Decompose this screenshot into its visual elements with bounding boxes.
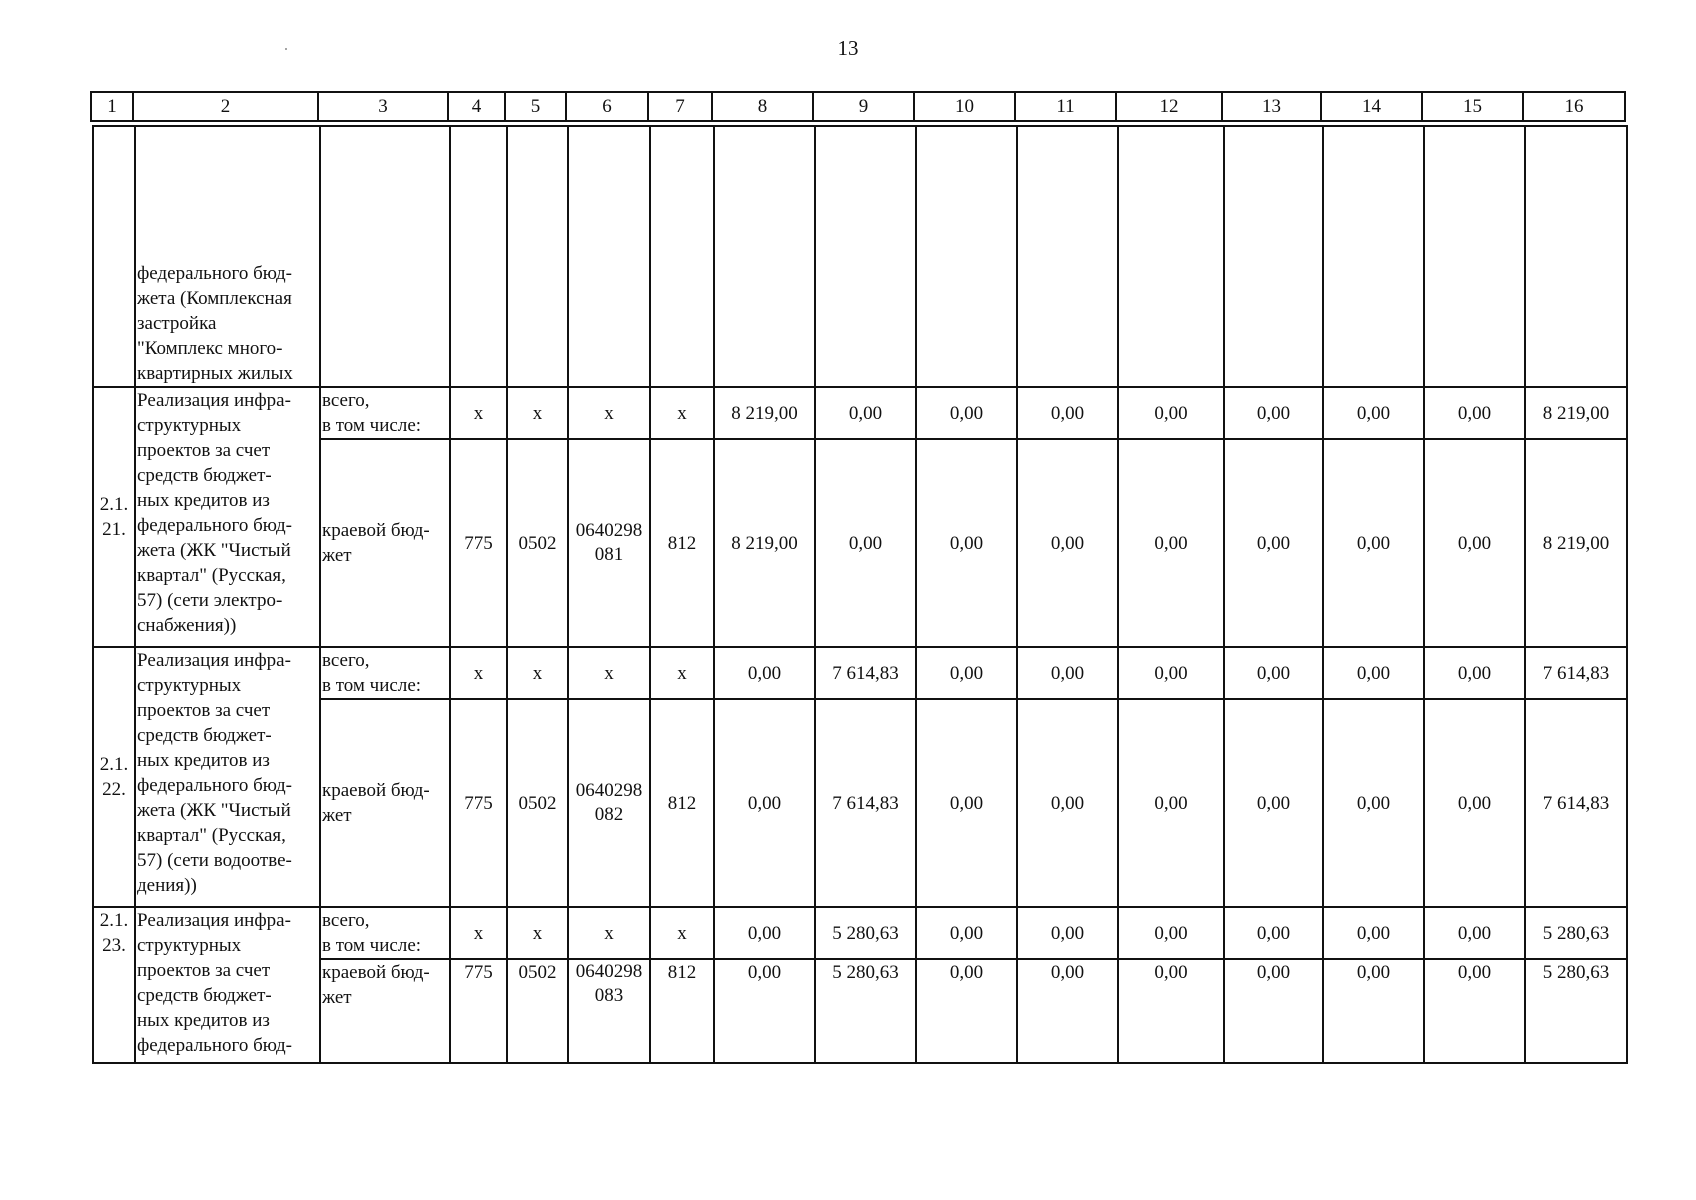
amount-cell: 0,00 [1017, 959, 1118, 1063]
section-code: х [507, 907, 568, 959]
column-number-row [91, 92, 1625, 121]
amount-cell: 0,00 [815, 387, 916, 439]
empty-cell [450, 126, 507, 387]
budget-source-label [320, 647, 450, 699]
column-number: 9 [813, 92, 914, 121]
item-description [135, 387, 320, 647]
column-number: 6 [566, 92, 648, 121]
item-description-text: федерального бюд- жета (Комплексная застройка "Комплекс много- квартирных жилых [137, 263, 293, 384]
column-number: 4 [448, 92, 505, 121]
item-description [135, 647, 320, 907]
expense-type-code: 812 [650, 699, 714, 907]
item-number-text: 2.1. 21. [99, 494, 129, 540]
empty-cell [320, 126, 450, 387]
item-description [135, 126, 320, 387]
expense-type-code: 812 [650, 959, 714, 1063]
expense-type-code: 812 [650, 439, 714, 647]
amount-cell: 0,00 [714, 699, 815, 907]
amount-cell: 0,00 [1323, 907, 1424, 959]
total-amount-cell: 5 280,63 [1525, 959, 1627, 1063]
total-amount-cell: 5 280,63 [1525, 907, 1627, 959]
budget-source-label [320, 907, 450, 959]
expense-type-code: х [650, 387, 714, 439]
amount-cell: 0,00 [1424, 647, 1525, 699]
continuation-row [93, 126, 1627, 387]
empty-cell [1525, 126, 1627, 387]
target-code: х [568, 387, 650, 439]
item-description-text: Реализация инфра- структурных проектов за счет средств бюджет- ных кредитов из федерального бюд- жета (ЖК "Чистый квартал" (Русская, 57) (сети водоотве- дения)) [137, 650, 292, 896]
amount-cell: 0,00 [916, 699, 1017, 907]
amount-cell: 0,00 [1017, 439, 1118, 647]
column-number: 13 [1222, 92, 1321, 121]
column-number: 14 [1321, 92, 1422, 121]
amount-cell: 0,00 [1118, 699, 1224, 907]
grbs-code: х [450, 647, 507, 699]
item-total-row [93, 647, 1627, 699]
empty-cell [1224, 126, 1323, 387]
amount-cell: 0,00 [714, 647, 815, 699]
amount-cell: 0,00 [1224, 439, 1323, 647]
amount-cell: 7 614,83 [815, 647, 916, 699]
column-number: 11 [1015, 92, 1116, 121]
amount-cell: 0,00 [1424, 387, 1525, 439]
amount-cell: 0,00 [1224, 907, 1323, 959]
empty-cell [568, 126, 650, 387]
section-code: 0502 [507, 959, 568, 1063]
amount-cell: 5 280,63 [815, 959, 916, 1063]
amount-cell: 0,00 [815, 439, 916, 647]
budget-source-text: всего, в том числе: [322, 390, 422, 436]
item-number [93, 907, 135, 1063]
budget-source-text: краевой бюд- жет [322, 962, 430, 1008]
budget-table [92, 125, 1628, 1064]
scan-speck [285, 48, 287, 50]
amount-cell: 0,00 [1118, 907, 1224, 959]
total-amount-cell: 7 614,83 [1525, 699, 1627, 907]
column-number: 5 [505, 92, 566, 121]
column-number-header [90, 91, 1626, 122]
amount-cell: 0,00 [714, 907, 815, 959]
column-number: 10 [914, 92, 1015, 121]
total-amount-cell: 8 219,00 [1525, 439, 1627, 647]
amount-cell: 0,00 [1323, 647, 1424, 699]
budget-source-label [320, 439, 450, 647]
amount-cell: 0,00 [1224, 959, 1323, 1063]
target-code-text: 0640298 081 [575, 520, 643, 565]
amount-cell: 0,00 [1017, 647, 1118, 699]
amount-cell: 0,00 [916, 907, 1017, 959]
column-number: 3 [318, 92, 448, 121]
item-budget-row [93, 959, 1627, 1063]
amount-cell: 0,00 [1323, 699, 1424, 907]
item-number [93, 387, 135, 647]
column-number: 16 [1523, 92, 1625, 121]
budget-source-label [320, 959, 450, 1063]
empty-cell [650, 126, 714, 387]
amount-cell: 0,00 [1224, 699, 1323, 907]
column-number: 15 [1422, 92, 1523, 121]
amount-cell: 0,00 [1118, 959, 1224, 1063]
budget-source-text: всего, в том числе: [322, 910, 422, 956]
budget-source-text: всего, в том числе: [322, 650, 422, 696]
item-total-row [93, 907, 1627, 959]
amount-cell: 0,00 [1118, 647, 1224, 699]
amount-cell: 0,00 [1224, 647, 1323, 699]
expense-type-code: х [650, 647, 714, 699]
grbs-code: х [450, 387, 507, 439]
grbs-code: х [450, 907, 507, 959]
amount-cell: 0,00 [916, 647, 1017, 699]
item-number-cell [93, 126, 135, 387]
amount-cell: 0,00 [916, 387, 1017, 439]
item-number-text: 2.1. 22. [99, 754, 129, 800]
page-number: 13 [837, 36, 859, 60]
target-code: х [568, 907, 650, 959]
amount-cell: 0,00 [1118, 439, 1224, 647]
amount-cell: 8 219,00 [714, 439, 815, 647]
section-code: 0502 [507, 439, 568, 647]
item-description-text: Реализация инфра- структурных проектов за счет средств бюджет- ных кредитов из федерального бюд- [137, 910, 292, 1056]
column-number: 1 [91, 92, 133, 121]
item-budget-row [93, 699, 1627, 907]
item-budget-row [93, 439, 1627, 647]
amount-cell: 0,00 [1017, 907, 1118, 959]
grbs-code: 775 [450, 439, 507, 647]
amount-cell: 0,00 [1224, 387, 1323, 439]
budget-source-text: краевой бюд- жет [322, 780, 430, 826]
target-code-text: 0640298 083 [575, 961, 643, 1006]
budget-source-text: краевой бюд- жет [322, 520, 430, 566]
amount-cell: 0,00 [1424, 907, 1525, 959]
empty-cell [507, 126, 568, 387]
empty-cell [1424, 126, 1525, 387]
item-description [135, 907, 320, 1063]
column-number: 12 [1116, 92, 1222, 121]
target-code-text: 0640298 082 [575, 780, 643, 825]
section-code: х [507, 647, 568, 699]
section-code: х [507, 387, 568, 439]
amount-cell: 0,00 [1118, 387, 1224, 439]
amount-cell: 0,00 [1424, 959, 1525, 1063]
empty-cell [1118, 126, 1224, 387]
amount-cell: 0,00 [1323, 439, 1424, 647]
grbs-code: 775 [450, 699, 507, 907]
grbs-code: 775 [450, 959, 507, 1063]
column-number: 7 [648, 92, 712, 121]
empty-cell [1017, 126, 1118, 387]
expense-type-code: х [650, 907, 714, 959]
amount-cell: 0,00 [714, 959, 815, 1063]
target-code [568, 439, 650, 647]
target-code [568, 699, 650, 907]
empty-cell [815, 126, 916, 387]
item-number-text: 2.1. 23. [99, 910, 129, 956]
amount-cell: 0,00 [1323, 959, 1424, 1063]
amount-cell: 0,00 [916, 439, 1017, 647]
amount-cell: 0,00 [1424, 699, 1525, 907]
amount-cell: 0,00 [1017, 699, 1118, 907]
amount-cell: 0,00 [1323, 387, 1424, 439]
item-number [93, 647, 135, 907]
column-number: 8 [712, 92, 813, 121]
column-number: 2 [133, 92, 318, 121]
amount-cell: 0,00 [1424, 439, 1525, 647]
empty-cell [1323, 126, 1424, 387]
empty-cell [916, 126, 1017, 387]
empty-cell [714, 126, 815, 387]
section-code: 0502 [507, 699, 568, 907]
amount-cell: 8 219,00 [714, 387, 815, 439]
amount-cell: 7 614,83 [815, 699, 916, 907]
target-code: х [568, 647, 650, 699]
budget-source-label [320, 699, 450, 907]
amount-cell: 5 280,63 [815, 907, 916, 959]
item-description-text: Реализация инфра- структурных проектов за счет средств бюджет- ных кредитов из федерального бюд- жета (ЖК "Чистый квартал" (Русская, 57) (сети электро- снабжения)) [137, 390, 292, 636]
item-total-row [93, 387, 1627, 439]
budget-source-label [320, 387, 450, 439]
amount-cell: 0,00 [916, 959, 1017, 1063]
total-amount-cell: 8 219,00 [1525, 387, 1627, 439]
amount-cell: 0,00 [1017, 387, 1118, 439]
target-code [568, 959, 650, 1063]
total-amount-cell: 7 614,83 [1525, 647, 1627, 699]
